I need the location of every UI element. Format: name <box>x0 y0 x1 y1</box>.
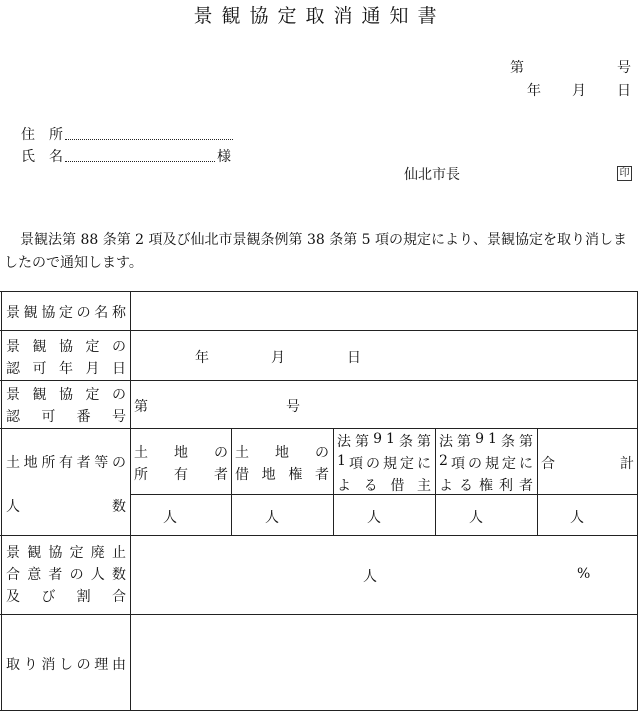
seal-stamp: 印 <box>617 166 632 181</box>
label-approval-date-2: 認 可 年 月 日 <box>6 361 126 377</box>
name-label: 氏 名 <box>21 149 63 165</box>
address-field[interactable] <box>65 125 233 144</box>
label-approval-date-1: 景 観 協 定 の <box>6 339 126 355</box>
approval-year-unit: 年 <box>195 350 209 366</box>
label-abolition-1: 景 観 協 定 廃 止 <box>6 545 126 561</box>
count-lessee-unit[interactable]: 人 <box>265 510 279 526</box>
label-approval-no-1: 景 観 協 定 の <box>6 387 126 403</box>
abolition-percent-unit[interactable]: % <box>577 566 591 582</box>
name-field[interactable] <box>65 147 215 166</box>
number-prefix: 第 <box>510 60 524 76</box>
approval-no-suffix: 号 <box>286 399 300 415</box>
count-art91-1-unit[interactable]: 人 <box>367 510 381 526</box>
label-reason: 取 り 消 し の 理 由 <box>6 657 126 673</box>
col-art91-1-line2: 1 項 の 規 定 に <box>337 453 431 472</box>
label-abolition-2: 合 意 者 の 人 数 <box>6 567 126 583</box>
body-text: 景観法第 88 条第 2 項及び仙北市景観条例第 38 条第 5 項の規定により、景観協定を取り消しましたので通知します。 <box>4 232 628 271</box>
abolition-person-unit[interactable]: 人 <box>363 569 377 585</box>
col-total: 合 計 <box>541 456 634 472</box>
count-owner-unit[interactable]: 人 <box>163 510 177 526</box>
approval-day-unit: 日 <box>347 350 361 366</box>
col-art91-2-line1: 法 第 9 1 条 第 <box>439 431 533 450</box>
date-year: 年 <box>527 83 541 99</box>
number-suffix: 号 <box>617 60 631 76</box>
col-art91-2-line2: 2 項 の 規 定 に <box>439 453 533 472</box>
reason-field[interactable] <box>131 615 637 710</box>
count-total-unit[interactable]: 人 <box>570 510 584 526</box>
col-owner-line1: 土 地 の <box>134 445 228 461</box>
col-lessee-line2: 借 地 権 者 <box>235 467 329 483</box>
col-art91-1-line1: 法 第 9 1 条 第 <box>337 431 431 450</box>
col-owner-line2: 所 有 者 <box>134 467 228 483</box>
approval-month-unit: 月 <box>271 350 285 366</box>
date-month: 月 <box>572 83 586 99</box>
address-label: 住 所 <box>21 127 63 143</box>
col-art91-1-line3: よ る 借 主 <box>337 478 431 494</box>
document-title: 景観協定取消通知書 <box>193 5 446 27</box>
approval-no-prefix: 第 <box>134 399 148 415</box>
col-lessee-line1: 土 地 の <box>235 445 329 461</box>
label-approval-no-2: 認 可 番 号 <box>6 409 126 425</box>
label-owners-2: 人 数 <box>6 499 126 515</box>
date-day: 日 <box>617 83 631 99</box>
label-agreement-name: 景 観 協 定 の 名 称 <box>6 305 126 321</box>
count-art91-2-unit[interactable]: 人 <box>469 510 483 526</box>
label-abolition-3: 及 び 割 合 <box>6 589 126 605</box>
agreement-name-field[interactable] <box>131 292 637 330</box>
honorific: 様 <box>217 149 231 165</box>
col-art91-2-line3: よ る 権 利 者 <box>439 478 533 494</box>
sender: 仙北市長 <box>404 167 460 183</box>
label-owners-1: 土 地 所 有 者 等 の <box>6 455 126 471</box>
